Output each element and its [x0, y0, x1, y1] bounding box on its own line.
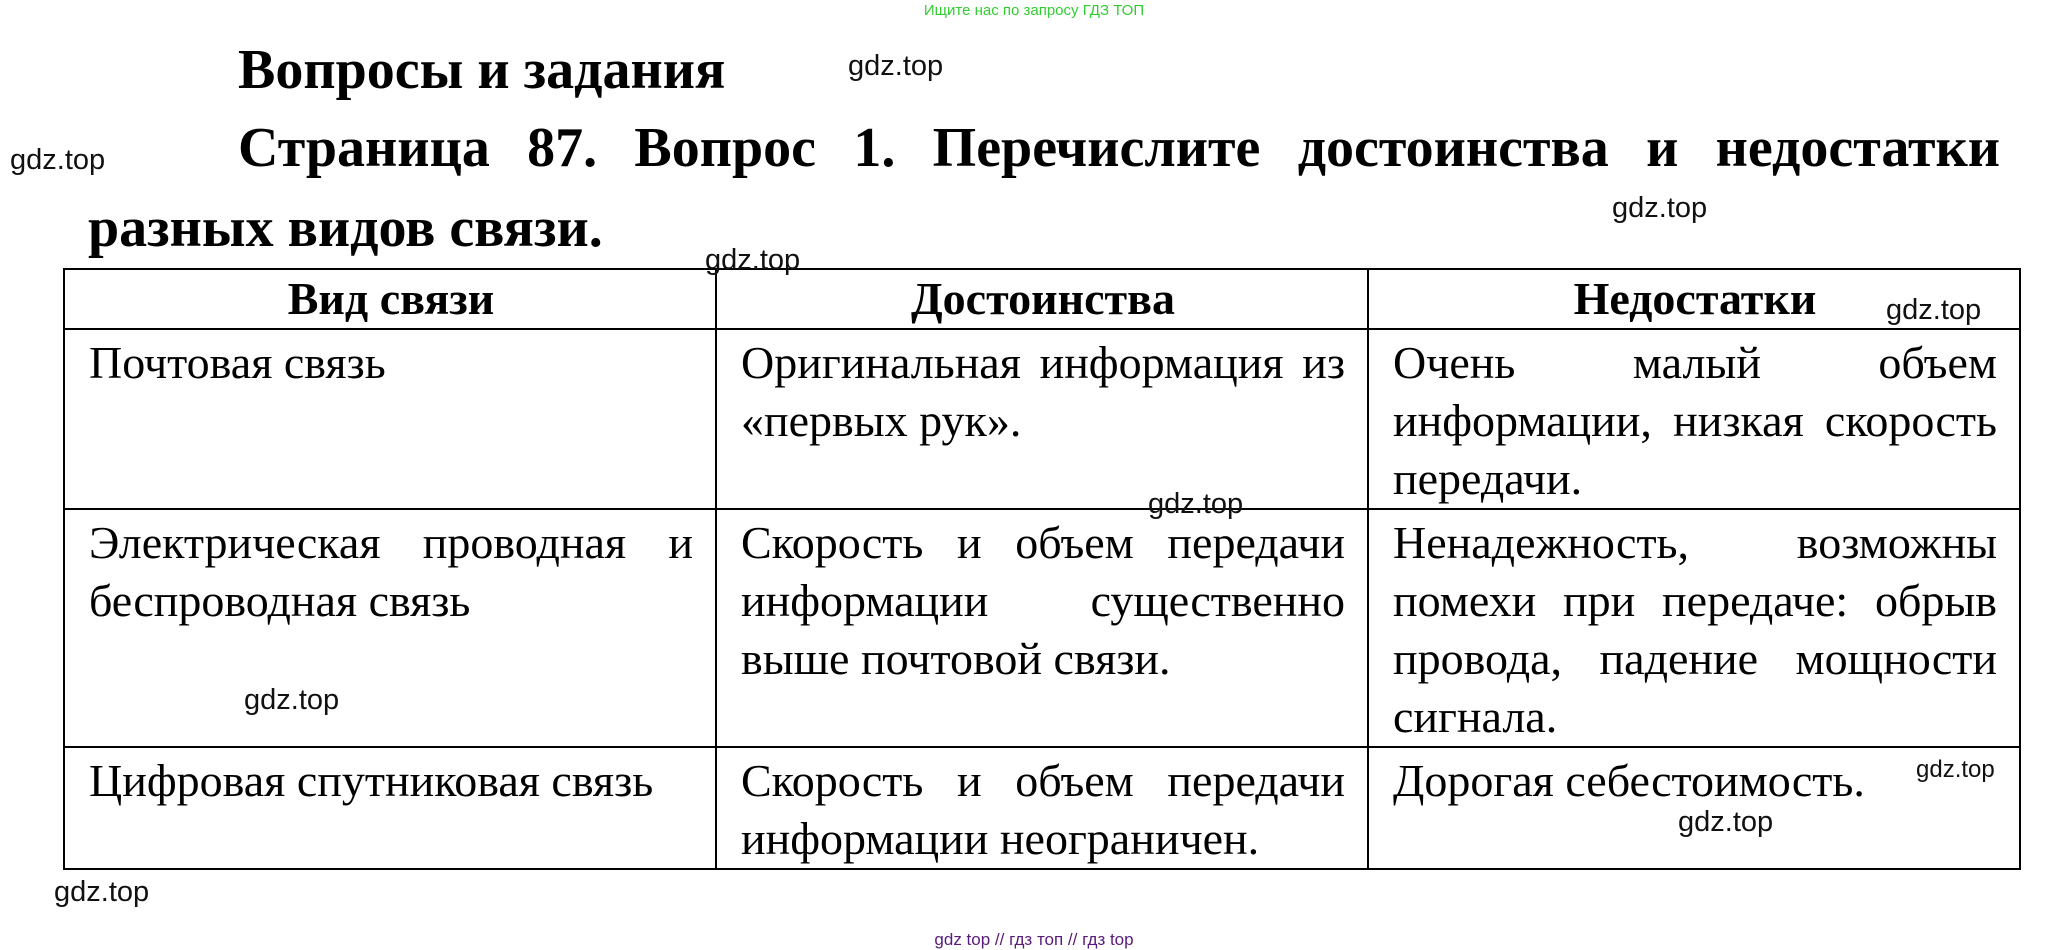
- cell-type: Цифровая спутниковая связь: [64, 747, 716, 869]
- top-banner-link[interactable]: Ищите нас по запросу ГДЗ ТОП: [923, 2, 1145, 19]
- cell-advantages: Оригинальная информация из «первых рук».: [716, 329, 1368, 509]
- watermark: gdz.top: [848, 50, 944, 82]
- watermark: gdz.top: [705, 244, 801, 276]
- header-type: Вид связи: [64, 269, 716, 329]
- cell-advantages: Скорость и объем передачи информации существенно выше почтовой связи.: [716, 509, 1368, 747]
- watermark: gdz.top: [1886, 294, 1982, 326]
- watermark: gdz.top: [1612, 192, 1708, 224]
- watermark: gdz.top: [244, 684, 340, 716]
- watermark: gdz.top: [10, 144, 106, 176]
- table-row: [64, 509, 2020, 747]
- question-line-1: Страница 87. Вопрос 1. Перечислите достоинства и недостатки: [238, 117, 2000, 179]
- watermark: gdz.top: [1678, 806, 1774, 838]
- watermark: gdz.top: [54, 876, 150, 908]
- watermark: gdz.top: [1148, 488, 1244, 520]
- comparison-table: [63, 268, 2021, 870]
- table-row: [64, 329, 2020, 509]
- cell-type: Почтовая связь: [64, 329, 716, 509]
- cell-disadvantages: Ненадежность, возможны помехи при передаче: обрыв провода, падение мощности сигнала.: [1368, 509, 2020, 747]
- header-advantages: Достоинства: [716, 269, 1368, 329]
- bottom-links[interactable]: gdz top // гдз топ // гдз top: [934, 930, 1134, 949]
- cell-disadvantages: Дорогая себестоимость.: [1368, 747, 2020, 869]
- section-heading: Вопросы и задания: [238, 39, 726, 101]
- cell-type: Электрическая проводная и беспроводная связь: [64, 509, 716, 747]
- watermark: gdz.top: [1916, 756, 1995, 783]
- question-line-2: разных видов связи.: [88, 197, 603, 259]
- table-header-row: [64, 269, 2020, 329]
- header-disadvantages: Недостатки: [1368, 269, 2020, 329]
- cell-advantages: Скорость и объем передачи информации неограничен.: [716, 747, 1368, 869]
- cell-disadvantages: Очень малый объем информации, низкая скорость передачи.: [1368, 329, 2020, 509]
